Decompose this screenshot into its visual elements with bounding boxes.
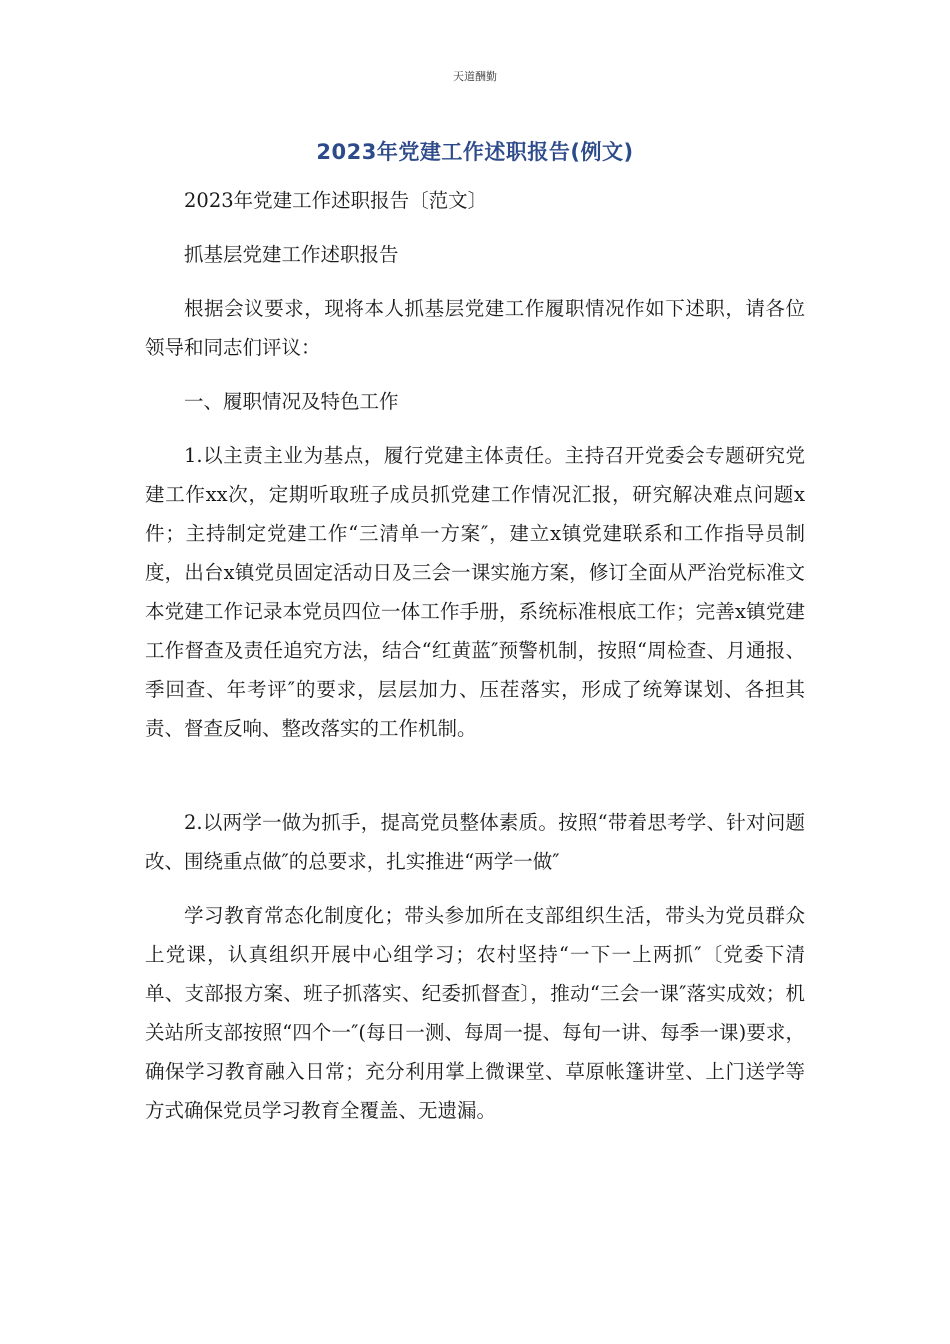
paragraph-item-1 <box>145 436 805 748</box>
paragraph-subtitle <box>145 181 805 220</box>
header-watermark: 天道酬勤 <box>453 70 497 83</box>
paragraph-text: 根据会议要求，现将本人抓基层党建工作履职情况作如下述职，请各位领导和同志们评议： <box>145 297 805 359</box>
section-heading-1 <box>145 382 805 421</box>
paragraph-text: 一、履职情况及特色工作 <box>184 390 399 413</box>
paragraph-text: 2.以两学一做为抓手，提高党员整体素质。按照“带着思考学、针对问题改、围绕重点做″的总要求，扎实推进“两学一做″ <box>145 811 805 873</box>
paragraph-text: 学习教育常态化制度化；带头参加所在支部组织生活，带头为党员群众上党课，认真组织开展中心组学习；农村坚持“一下一上两抓″〔党委下清单、支部报方案、班子抓落实、纪委抓督查〕，推动“三会一课″落实成效；机关站所支部按照“四个一″(每日一测、每周一提、每旬一讲、每季一课)要求，确保学习教育融入日常；充分利用掌上微课堂、草原帐篷讲堂、上门送学等方式确保党员学习教育全覆盖、无遗漏。 <box>145 904 805 1122</box>
paragraph-item-2 <box>145 803 805 881</box>
paragraph-item-2-continued <box>145 896 805 1130</box>
paragraph-intro <box>145 289 805 367</box>
document-title: 2023年党建工作述职报告(例文) <box>316 140 634 164</box>
paragraph-report-heading <box>145 235 805 274</box>
paragraph-text: 1.以主责主业为基点，履行党建主体责任。主持召开党委会专题研究党建工作xx次，定期听取班子成员抓党建工作情况汇报，研究解决难点问题x件；主持制定党建工作“三清单一方案″，建立x镇党建联系和工作指导员制度，出台x镇党员固定活动日及三会一课实施方案，修订全面从严治党标准文本党建工作记录本党员四位一体工作手册，系统标准根底工作；完善x镇党建工作督查及责任追究方法，结合“红黄蓝″预警机制，按照“周检查、月通报、季回查、年考评″的要求，层层加力、压茬落实，形成了统筹谋划、各担其责、督查反响、整改落实的工作机制。 <box>145 444 805 740</box>
paragraph-text: 2023年党建工作述职报告〔范文〕 <box>184 189 488 212</box>
paragraph-text: 抓基层党建工作述职报告 <box>184 243 399 266</box>
